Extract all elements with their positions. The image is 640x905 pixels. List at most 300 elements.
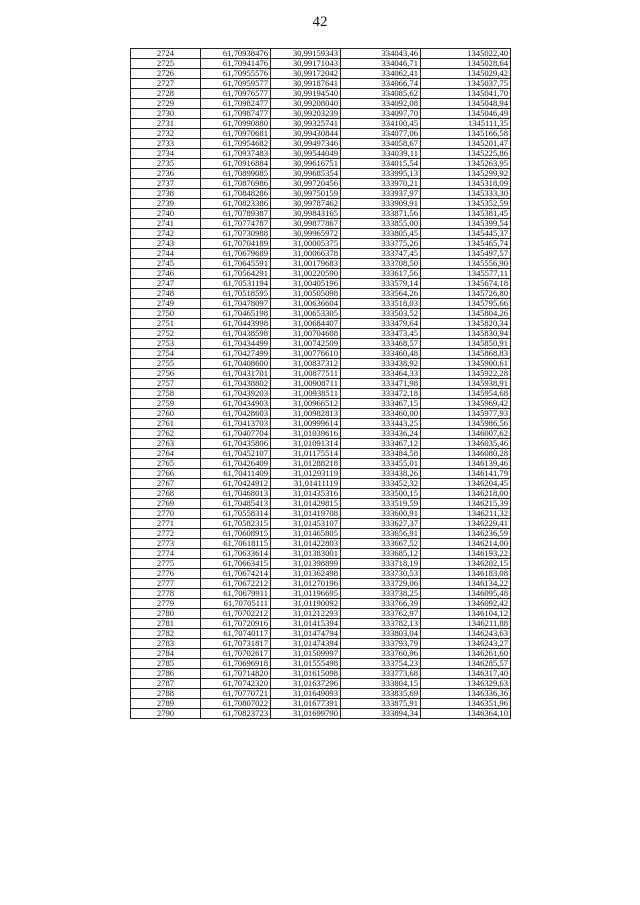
- point-number-cell: 2783: [131, 639, 201, 649]
- point-number-cell: 2743: [131, 239, 201, 249]
- latitude-cell: 61,70954682: [201, 139, 271, 149]
- table-row: [131, 569, 511, 579]
- latitude-cell: 61,70478097: [201, 299, 271, 309]
- latitude-cell: 61,70702617: [201, 649, 271, 659]
- latitude-cell: 61,70485413: [201, 499, 271, 509]
- x-coordinate-cell: 333503,52: [341, 309, 421, 319]
- longitude-cell: 30,99843165: [271, 209, 341, 219]
- y-coordinate-cell: 1346218,00: [421, 489, 511, 499]
- longitude-cell: 31,00837312: [271, 359, 341, 369]
- x-coordinate-cell: 334039,11: [341, 149, 421, 159]
- longitude-cell: 31,00636604: [271, 299, 341, 309]
- point-number-cell: 2740: [131, 209, 201, 219]
- latitude-cell: 61,70848286: [201, 189, 271, 199]
- table-row: [131, 149, 511, 159]
- latitude-cell: 61,70704189: [201, 239, 271, 249]
- longitude-cell: 31,00776610: [271, 349, 341, 359]
- point-number-cell: 2727: [131, 79, 201, 89]
- y-coordinate-cell: 1345497,57: [421, 249, 511, 259]
- latitude-cell: 61,70438802: [201, 379, 271, 389]
- latitude-cell: 61,70608915: [201, 529, 271, 539]
- latitude-cell: 61,70823723: [201, 709, 271, 719]
- latitude-cell: 61,70465198: [201, 309, 271, 319]
- table-row: [131, 169, 511, 179]
- x-coordinate-cell: 334046,71: [341, 59, 421, 69]
- point-number-cell: 2786: [131, 669, 201, 679]
- point-number-cell: 2757: [131, 379, 201, 389]
- table-row: [131, 429, 511, 439]
- latitude-cell: 61,70468013: [201, 489, 271, 499]
- y-coordinate-cell: 1345577,11: [421, 269, 511, 279]
- point-number-cell: 2764: [131, 449, 201, 459]
- table-row: [131, 89, 511, 99]
- latitude-cell: 61,70705111: [201, 599, 271, 609]
- point-number-cell: 2762: [131, 429, 201, 439]
- latitude-cell: 61,70672212: [201, 579, 271, 589]
- y-coordinate-cell: 1346193,22: [421, 549, 511, 559]
- latitude-cell: 61,70413703: [201, 419, 271, 429]
- x-coordinate-cell: 333518,03: [341, 299, 421, 309]
- longitude-cell: 31,00908711: [271, 379, 341, 389]
- table-row: [131, 349, 511, 359]
- latitude-cell: 61,70770721: [201, 689, 271, 699]
- point-number-cell: 2739: [131, 199, 201, 209]
- x-coordinate-cell: 333718,19: [341, 559, 421, 569]
- latitude-cell: 61,70990880: [201, 119, 271, 129]
- x-coordinate-cell: 333472,18: [341, 389, 421, 399]
- point-number-cell: 2753: [131, 339, 201, 349]
- x-coordinate-cell: 333519,59: [341, 499, 421, 509]
- point-number-cell: 2751: [131, 319, 201, 329]
- longitude-cell: 31,01288218: [271, 459, 341, 469]
- latitude-cell: 61,70987477: [201, 109, 271, 119]
- latitude-cell: 61,70564291: [201, 269, 271, 279]
- latitude-cell: 61,70663415: [201, 559, 271, 569]
- point-number-cell: 2776: [131, 569, 201, 579]
- latitude-cell: 61,70443998: [201, 319, 271, 329]
- x-coordinate-cell: 333775,26: [341, 239, 421, 249]
- table-row: [131, 209, 511, 219]
- x-coordinate-cell: 333479,64: [341, 319, 421, 329]
- point-number-cell: 2763: [131, 439, 201, 449]
- point-number-cell: 2769: [131, 499, 201, 509]
- latitude-cell: 61,70731817: [201, 639, 271, 649]
- table-row: [131, 269, 511, 279]
- table-row: [131, 709, 511, 719]
- point-number-cell: 2780: [131, 609, 201, 619]
- latitude-cell: 61,70435806: [201, 439, 271, 449]
- point-number-cell: 2733: [131, 139, 201, 149]
- table-row: [131, 589, 511, 599]
- point-number-cell: 2742: [131, 229, 201, 239]
- table-row: [131, 109, 511, 119]
- point-number-cell: 2778: [131, 589, 201, 599]
- longitude-cell: 30,99750159: [271, 189, 341, 199]
- point-number-cell: 2735: [131, 159, 201, 169]
- y-coordinate-cell: 1345111,35: [421, 119, 511, 129]
- table-body: [131, 49, 511, 719]
- latitude-cell: 61,70428603: [201, 409, 271, 419]
- latitude-cell: 61,70702212: [201, 609, 271, 619]
- x-coordinate-cell: 333754,23: [341, 659, 421, 669]
- point-number-cell: 2775: [131, 559, 201, 569]
- point-number-cell: 2756: [131, 369, 201, 379]
- latitude-cell: 61,70720916: [201, 619, 271, 629]
- longitude-cell: 31,01196695: [271, 589, 341, 599]
- table-row: [131, 539, 511, 549]
- table-row: [131, 699, 511, 709]
- point-number-cell: 2754: [131, 349, 201, 359]
- longitude-cell: 31,01415394: [271, 619, 341, 629]
- latitude-cell: 61,70982477: [201, 99, 271, 109]
- longitude-cell: 31,00220590: [271, 269, 341, 279]
- y-coordinate-cell: 1345900,61: [421, 359, 511, 369]
- y-coordinate-cell: 1346092,42: [421, 599, 511, 609]
- y-coordinate-cell: 1346204,45: [421, 479, 511, 489]
- latitude-cell: 61,70789387: [201, 209, 271, 219]
- y-coordinate-cell: 1345028,64: [421, 59, 511, 69]
- table-row: [131, 399, 511, 409]
- y-coordinate-cell: 1346236,59: [421, 529, 511, 539]
- x-coordinate-cell: 333708,50: [341, 259, 421, 269]
- table-row: [131, 499, 511, 509]
- longitude-cell: 31,00999614: [271, 419, 341, 429]
- latitude-cell: 61,70876986: [201, 179, 271, 189]
- x-coordinate-cell: 333835,69: [341, 689, 421, 699]
- y-coordinate-cell: 1345048,94: [421, 99, 511, 109]
- point-number-cell: 2782: [131, 629, 201, 639]
- longitude-cell: 31,00405196: [271, 279, 341, 289]
- point-number-cell: 2732: [131, 129, 201, 139]
- x-coordinate-cell: 333685,12: [341, 549, 421, 559]
- point-number-cell: 2744: [131, 249, 201, 259]
- latitude-cell: 61,70941476: [201, 59, 271, 69]
- longitude-cell: 31,00653305: [271, 309, 341, 319]
- point-number-cell: 2759: [131, 399, 201, 409]
- x-coordinate-cell: 333627,37: [341, 519, 421, 529]
- longitude-cell: 30,99616751: [271, 159, 341, 169]
- longitude-cell: 31,01398899: [271, 559, 341, 569]
- coordinates-table: [130, 48, 511, 719]
- point-number-cell: 2761: [131, 419, 201, 429]
- point-number-cell: 2737: [131, 179, 201, 189]
- table-row: [131, 379, 511, 389]
- x-coordinate-cell: 333970,21: [341, 179, 421, 189]
- longitude-cell: 30,99172042: [271, 69, 341, 79]
- table-row: [131, 59, 511, 69]
- latitude-cell: 61,70774787: [201, 219, 271, 229]
- x-coordinate-cell: 333471,98: [341, 379, 421, 389]
- point-number-cell: 2752: [131, 329, 201, 339]
- point-number-cell: 2748: [131, 289, 201, 299]
- table-row: [131, 79, 511, 89]
- longitude-cell: 31,01270196: [271, 579, 341, 589]
- longitude-cell: 30,99965972: [271, 229, 341, 239]
- longitude-cell: 31,01677391: [271, 699, 341, 709]
- y-coordinate-cell: 1346211,32: [421, 509, 511, 519]
- latitude-cell: 61,70730988: [201, 229, 271, 239]
- y-coordinate-cell: 1346183,08: [421, 569, 511, 579]
- table-row: [131, 319, 511, 329]
- table-row: [131, 449, 511, 459]
- y-coordinate-cell: 1345674,18: [421, 279, 511, 289]
- table-row: [131, 439, 511, 449]
- y-coordinate-cell: 1345938,91: [421, 379, 511, 389]
- longitude-cell: 31,01212293: [271, 609, 341, 619]
- longitude-cell: 31,01091314: [271, 439, 341, 449]
- latitude-cell: 61,70618115: [201, 539, 271, 549]
- x-coordinate-cell: 334058,67: [341, 139, 421, 149]
- table-row: [131, 339, 511, 349]
- y-coordinate-cell: 1345037,75: [421, 79, 511, 89]
- point-number-cell: 2781: [131, 619, 201, 629]
- point-number-cell: 2765: [131, 459, 201, 469]
- latitude-cell: 61,70582315: [201, 519, 271, 529]
- x-coordinate-cell: 333564,26: [341, 289, 421, 299]
- x-coordinate-cell: 333656,91: [341, 529, 421, 539]
- table-row: [131, 669, 511, 679]
- latitude-cell: 61,70452107: [201, 449, 271, 459]
- y-coordinate-cell: 1346336,36: [421, 689, 511, 699]
- longitude-cell: 31,01362498: [271, 569, 341, 579]
- table-row: [131, 679, 511, 689]
- x-coordinate-cell: 334100,45: [341, 119, 421, 129]
- x-coordinate-cell: 333438,92: [341, 359, 421, 369]
- table-row: [131, 219, 511, 229]
- longitude-cell: 31,01175514: [271, 449, 341, 459]
- x-coordinate-cell: 333738,25: [341, 589, 421, 599]
- x-coordinate-cell: 333460,00: [341, 409, 421, 419]
- y-coordinate-cell: 1346080,28: [421, 449, 511, 459]
- x-coordinate-cell: 333579,14: [341, 279, 421, 289]
- y-coordinate-cell: 1345352,59: [421, 199, 511, 209]
- longitude-cell: 31,01615098: [271, 669, 341, 679]
- point-number-cell: 2724: [131, 49, 201, 59]
- x-coordinate-cell: 334097,70: [341, 109, 421, 119]
- x-coordinate-cell: 333438,26: [341, 469, 421, 479]
- longitude-cell: 31,01422803: [271, 539, 341, 549]
- x-coordinate-cell: 333937,97: [341, 189, 421, 199]
- point-number-cell: 2789: [131, 699, 201, 709]
- point-number-cell: 2774: [131, 549, 201, 559]
- x-coordinate-cell: 333729,06: [341, 579, 421, 589]
- latitude-cell: 61,70916884: [201, 159, 271, 169]
- point-number-cell: 2772: [131, 529, 201, 539]
- table-row: [131, 249, 511, 259]
- latitude-cell: 61,70518595: [201, 289, 271, 299]
- longitude-cell: 31,01435316: [271, 489, 341, 499]
- table-row: [131, 159, 511, 169]
- x-coordinate-cell: 333747,45: [341, 249, 421, 259]
- y-coordinate-cell: 1346261,60: [421, 649, 511, 659]
- table-row: [131, 359, 511, 369]
- longitude-cell: 31,01699790: [271, 709, 341, 719]
- x-coordinate-cell: 333803,04: [341, 629, 421, 639]
- y-coordinate-cell: 1345318,09: [421, 179, 511, 189]
- table-row: [131, 179, 511, 189]
- point-number-cell: 2755: [131, 359, 201, 369]
- x-coordinate-cell: 333464,33: [341, 369, 421, 379]
- point-number-cell: 2730: [131, 109, 201, 119]
- point-number-cell: 2767: [131, 479, 201, 489]
- table-row: [131, 299, 511, 309]
- y-coordinate-cell: 1346317,40: [421, 669, 511, 679]
- point-number-cell: 2760: [131, 409, 201, 419]
- x-coordinate-cell: 333617,56: [341, 269, 421, 279]
- y-coordinate-cell: 1345445,37: [421, 229, 511, 239]
- point-number-cell: 2771: [131, 519, 201, 529]
- y-coordinate-cell: 1345804,26: [421, 309, 511, 319]
- table-row: [131, 629, 511, 639]
- y-coordinate-cell: 1346215,39: [421, 499, 511, 509]
- longitude-cell: 31,01293119: [271, 469, 341, 479]
- x-coordinate-cell: 333909,91: [341, 199, 421, 209]
- point-number-cell: 2741: [131, 219, 201, 229]
- point-number-cell: 2779: [131, 599, 201, 609]
- y-coordinate-cell: 1345333,30: [421, 189, 511, 199]
- table-row: [131, 309, 511, 319]
- table-row: [131, 279, 511, 289]
- latitude-cell: 61,70938476: [201, 49, 271, 59]
- longitude-cell: 30,99194540: [271, 89, 341, 99]
- x-coordinate-cell: 334092,08: [341, 99, 421, 109]
- x-coordinate-cell: 333500,15: [341, 489, 421, 499]
- point-number-cell: 2773: [131, 539, 201, 549]
- table-row: [131, 609, 511, 619]
- longitude-cell: 31,01465805: [271, 529, 341, 539]
- latitude-cell: 61,70434903: [201, 399, 271, 409]
- latitude-cell: 61,70899085: [201, 169, 271, 179]
- point-number-cell: 2790: [131, 709, 201, 719]
- table-row: [131, 239, 511, 249]
- x-coordinate-cell: 333460,48: [341, 349, 421, 359]
- longitude-cell: 30,99430844: [271, 129, 341, 139]
- point-number-cell: 2731: [131, 119, 201, 129]
- table-row: [131, 659, 511, 669]
- point-number-cell: 2787: [131, 679, 201, 689]
- latitude-cell: 61,70558314: [201, 509, 271, 519]
- longitude-cell: 30,99171043: [271, 59, 341, 69]
- latitude-cell: 61,70976577: [201, 89, 271, 99]
- latitude-cell: 61,70531194: [201, 279, 271, 289]
- y-coordinate-cell: 1345381,45: [421, 209, 511, 219]
- x-coordinate-cell: 333455,01: [341, 459, 421, 469]
- longitude-cell: 31,00066378: [271, 249, 341, 259]
- table-row: [131, 509, 511, 519]
- y-coordinate-cell: 1345868,83: [421, 349, 511, 359]
- latitude-cell: 61,70438598: [201, 329, 271, 339]
- y-coordinate-cell: 1345977,93: [421, 409, 511, 419]
- table-row: [131, 409, 511, 419]
- point-number-cell: 2728: [131, 89, 201, 99]
- point-number-cell: 2726: [131, 69, 201, 79]
- y-coordinate-cell: 1346104,12: [421, 609, 511, 619]
- point-number-cell: 2777: [131, 579, 201, 589]
- longitude-cell: 30,99325741: [271, 119, 341, 129]
- latitude-cell: 61,70411409: [201, 469, 271, 479]
- y-coordinate-cell: 1346095,48: [421, 589, 511, 599]
- y-coordinate-cell: 1346364,10: [421, 709, 511, 719]
- x-coordinate-cell: 334077,06: [341, 129, 421, 139]
- x-coordinate-cell: 333805,45: [341, 229, 421, 239]
- x-coordinate-cell: 333762,97: [341, 609, 421, 619]
- longitude-cell: 31,01453107: [271, 519, 341, 529]
- longitude-cell: 31,01509997: [271, 649, 341, 659]
- longitude-cell: 31,01555498: [271, 659, 341, 669]
- y-coordinate-cell: 1346139,46: [421, 459, 511, 469]
- longitude-cell: 30,99544049: [271, 149, 341, 159]
- table-row: [131, 639, 511, 649]
- y-coordinate-cell: 1345969,42: [421, 399, 511, 409]
- longitude-cell: 31,00982813: [271, 409, 341, 419]
- latitude-cell: 61,70426409: [201, 459, 271, 469]
- x-coordinate-cell: 333467,15: [341, 399, 421, 409]
- y-coordinate-cell: 1346329,63: [421, 679, 511, 689]
- point-number-cell: 2725: [131, 59, 201, 69]
- table-row: [131, 649, 511, 659]
- x-coordinate-cell: 334085,62: [341, 89, 421, 99]
- x-coordinate-cell: 333855,00: [341, 219, 421, 229]
- table-row: [131, 459, 511, 469]
- point-number-cell: 2749: [131, 299, 201, 309]
- table-row: [131, 599, 511, 609]
- longitude-cell: 31,00877511: [271, 369, 341, 379]
- longitude-cell: 30,99720456: [271, 179, 341, 189]
- longitude-cell: 31,01190092: [271, 599, 341, 609]
- table-row: [131, 119, 511, 129]
- latitude-cell: 61,70407704: [201, 429, 271, 439]
- x-coordinate-cell: 333871,56: [341, 209, 421, 219]
- table-row: [131, 549, 511, 559]
- longitude-cell: 31,01411119: [271, 479, 341, 489]
- x-coordinate-cell: 334043,46: [341, 49, 421, 59]
- latitude-cell: 61,70823386: [201, 199, 271, 209]
- x-coordinate-cell: 333773,68: [341, 669, 421, 679]
- longitude-cell: 31,00005375: [271, 239, 341, 249]
- longitude-cell: 31,01474394: [271, 639, 341, 649]
- table-row: [131, 419, 511, 429]
- point-number-cell: 2734: [131, 149, 201, 159]
- y-coordinate-cell: 1345830,94: [421, 329, 511, 339]
- y-coordinate-cell: 1345022,40: [421, 49, 511, 59]
- y-coordinate-cell: 1345986,56: [421, 419, 511, 429]
- latitude-cell: 61,70696918: [201, 659, 271, 669]
- x-coordinate-cell: 333730,53: [341, 569, 421, 579]
- latitude-cell: 61,70439203: [201, 389, 271, 399]
- table-row: [131, 619, 511, 629]
- latitude-cell: 61,70937483: [201, 149, 271, 159]
- table-row: [131, 49, 511, 59]
- x-coordinate-cell: 333894,34: [341, 709, 421, 719]
- y-coordinate-cell: 1345954,68: [421, 389, 511, 399]
- table-row: [131, 519, 511, 529]
- latitude-cell: 61,70679911: [201, 589, 271, 599]
- y-coordinate-cell: 1345263,95: [421, 159, 511, 169]
- y-coordinate-cell: 1345029,42: [421, 69, 511, 79]
- x-coordinate-cell: 333995,13: [341, 169, 421, 179]
- latitude-cell: 61,70714820: [201, 669, 271, 679]
- table-row: [131, 369, 511, 379]
- x-coordinate-cell: 333667,52: [341, 539, 421, 549]
- y-coordinate-cell: 1345399,54: [421, 219, 511, 229]
- x-coordinate-cell: 333793,79: [341, 639, 421, 649]
- y-coordinate-cell: 1345299,92: [421, 169, 511, 179]
- longitude-cell: 30,99877867: [271, 219, 341, 229]
- longitude-cell: 31,00684407: [271, 319, 341, 329]
- x-coordinate-cell: 333766,39: [341, 599, 421, 609]
- longitude-cell: 30,99685354: [271, 169, 341, 179]
- y-coordinate-cell: 1345726,80: [421, 289, 511, 299]
